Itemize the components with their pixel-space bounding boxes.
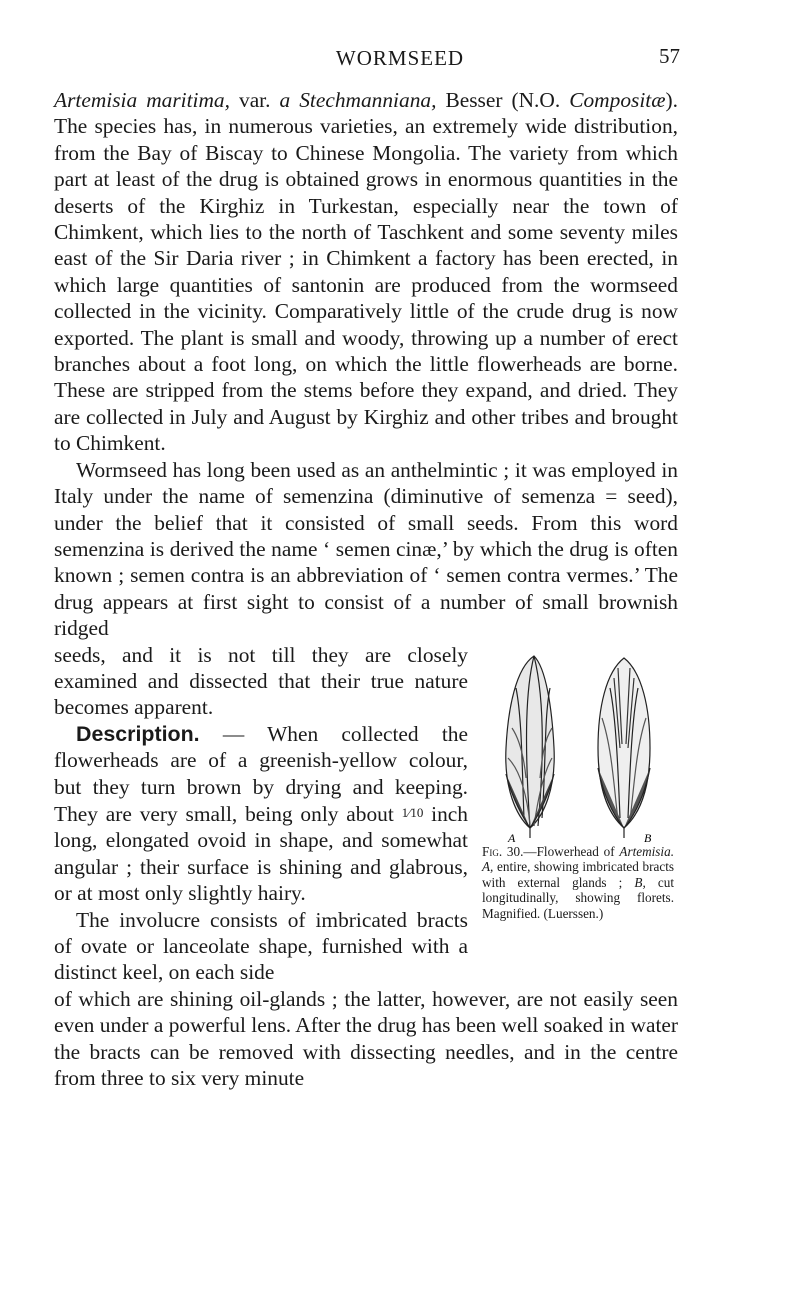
page-number: 57 (659, 44, 680, 68)
text-span: —Flowerhead of (523, 843, 620, 859)
figure (478, 648, 674, 922)
running-title: WORMSEED (335, 46, 465, 70)
fraction: 1⁄10 (401, 804, 424, 820)
text-span: — When collected the flowerheads are of a greenish-yellow colour, but they turn brown by drying and keeping. They are very small, being only about (54, 721, 468, 826)
flowerhead-entire-drawing (506, 656, 554, 838)
text-span: inch long, elongated ovoid in shape, and somewhat angular ; their surface is shining and glabrous, or at most only slightly hairy. (54, 801, 468, 906)
paragraph-history-wrap: seeds, and it is not till they are closely examined and dissected that their true nature becomes apparent. (54, 642, 468, 720)
wrapped-text-column (54, 642, 468, 986)
paragraph-origin (54, 87, 678, 457)
body-text (54, 87, 678, 1091)
text-span: B, (634, 874, 646, 890)
flowerhead-illustration (486, 648, 666, 844)
figure-caption (478, 844, 674, 922)
wrap-block (54, 642, 674, 986)
figure-label-b: B (644, 830, 652, 844)
paragraph-involucre-cont: of which are shining oil-glands ; the latter, however, are not easily seen even under a powerful lens. After the drug has been well soaked in water the bracts can be removed with dissecting needles, and in the centre from three to six very minute (54, 986, 678, 1091)
paragraph-involucre: The involucre consists of imbricated bracts of ovate or lanceolate shape, furnished with a distinct keel, on each side (54, 907, 468, 985)
variety-name: Stechmanniana, (290, 88, 437, 112)
figure-label-a: A (508, 830, 516, 844)
paragraph-history: Wormseed has long been used as an anthelmintic ; it was employed in Italy under the name of semenzina (diminutive of semenza = seed), under the belief that it consisted of small seeds. From this word semenzina is derived the name ‘ semen cinæ,’ by which the drug is often known ; semen contra is an abbreviation of ‘ semen contra vermes.’ The drug appears at first sight to consist of a number of small brownish ridged (54, 457, 678, 641)
text-span: a (279, 88, 291, 112)
text-span: var. (229, 88, 280, 112)
text-span: A, (482, 859, 494, 875)
section-heading: Description. (76, 721, 200, 746)
text-span: entire, showing imbricated bracts with external glands ; (482, 859, 674, 890)
text-span: Artemisia. (619, 843, 674, 859)
page-header (0, 44, 800, 74)
text-span: Besser (N.O. (436, 88, 570, 112)
figure-number: Fig. 30. (482, 843, 524, 859)
text-span: cut longitudinally, showing florets. Magnified. (Luerssen.) (482, 874, 674, 921)
paragraph-description (54, 721, 468, 907)
text-span: ). The species has, in numerous varieties, an extremely wide distribution, from the Bay of Biscay to Chinese Mongolia. The variety from which part at least of the drug is obtained grows in enormous quantities in the deserts of the Kirghiz in Turkestan, especially near the town of Chimkent, which lies to the north of Taschkent and some seventy miles east of the Sir Daria river ; in Chimkent a factory has been erected, in which large quantities of santonin are produced from the wormseed collected in the vicinity. Comparatively little of the crude drug is now exported. The plant is small and woody, throwing up a number of erect branches about a foot long, on which the little flowerheads are borne. These are stripped from the stems before they expand, and dried. They are collected in July and August by Kirghiz and other tribes and brought to Chimkent. (54, 88, 678, 456)
species-name: Artemisia maritima, (54, 88, 230, 112)
family-name: Compositæ (569, 88, 666, 112)
flowerhead-section-drawing (598, 658, 650, 838)
